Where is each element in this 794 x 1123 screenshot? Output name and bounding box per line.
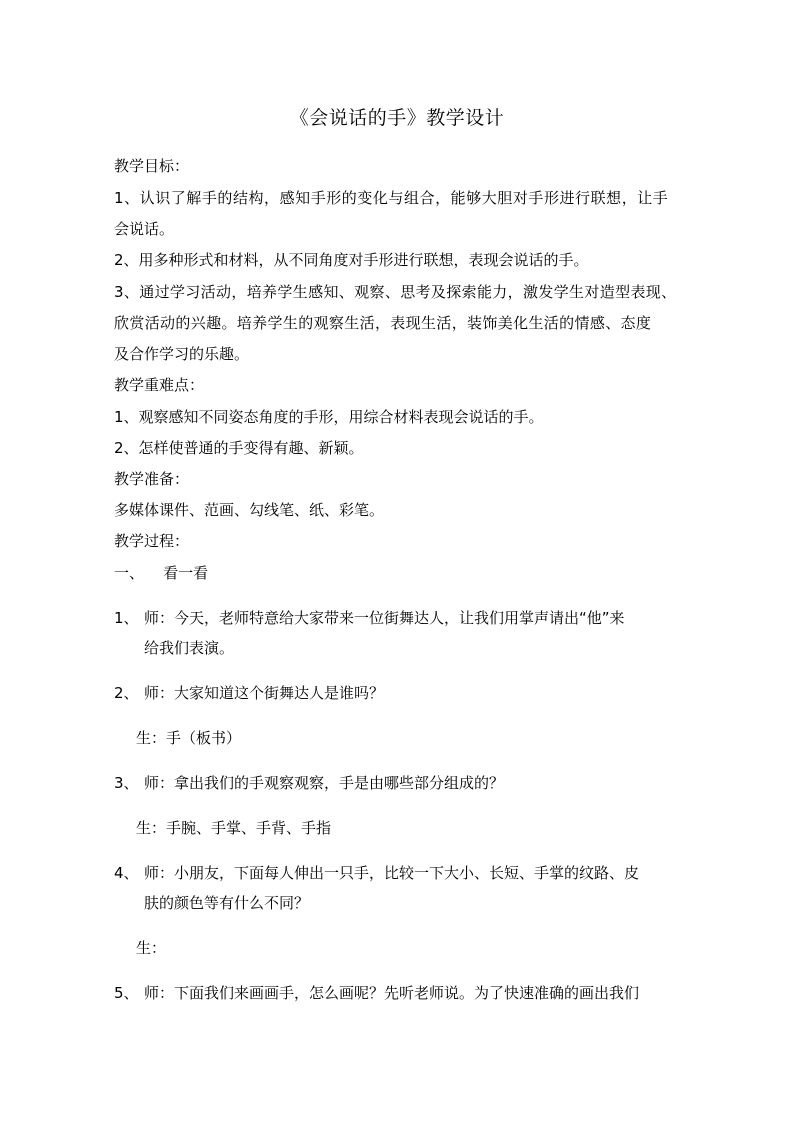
step-1-line-1: 师：今天，老师特意给大家带来一位街舞达人，让我们用掌声请出“他”来 <box>144 609 625 627</box>
step-3-answer: 生：手腕、手掌、手背、手指 <box>136 819 332 837</box>
step-5-number: 5、 <box>114 984 139 1002</box>
step-2-answer: 生：手（板书） <box>136 729 242 747</box>
step-4-line-1: 师：小朋友，下面每人伸出一只手，比较一下大小、长短、手掌的纹路、皮 <box>144 864 640 882</box>
step-2-number: 2、 <box>114 684 139 702</box>
objective-1-line-1: 1、认识了解手的结构，感知手形的变化与组合，能够大胆对手形进行联想，让手 <box>114 189 669 207</box>
objective-3-line-3: 及合作学习的乐趣。 <box>114 345 250 363</box>
step-3-number: 3、 <box>114 774 139 792</box>
step-3-line-1: 师：拿出我们的手观察观察，手是由哪些部分组成的？ <box>144 774 505 792</box>
objectives-heading: 教学目标： <box>114 157 190 175</box>
step-5-line-1: 师：下面我们来画画手，怎么画呢？先听老师说。为了快速准确的画出我们 <box>144 984 640 1002</box>
step-1-number: 1、 <box>114 609 139 627</box>
objective-1-line-2: 会说话。 <box>114 220 175 238</box>
key-point-2: 2、怎样使普通的手变得有趣、新颖。 <box>114 439 364 457</box>
key-points-heading: 教学重难点： <box>114 376 205 394</box>
step-4-number: 4、 <box>114 864 139 882</box>
process-heading: 教学过程： <box>114 532 190 550</box>
step-4-line-2: 肤的颜色等有什么不同？ <box>144 894 310 912</box>
preparation-text: 多媒体课件、范画、勾线笔、纸、彩笔。 <box>114 501 385 519</box>
preparation-heading: 教学准备： <box>114 470 190 488</box>
process-section-1: 一、 看一看 <box>114 564 209 582</box>
step-1-line-2: 给我们表演。 <box>144 639 235 657</box>
objective-2: 2、用多种形式和材料，从不同角度对手形进行联想，表现会说话的手。 <box>114 251 589 269</box>
objective-3-line-1: 3、通过学习活动，培养学生感知、观察、思考及探索能力，激发学生对造型表现、 <box>114 283 677 301</box>
step-4-answer: 生： <box>136 939 167 957</box>
document-title: 《会说话的手》教学设计 <box>289 107 505 129</box>
objective-3-line-2: 欣赏活动的兴趣。培养学生的观察生活，表现生活，装饰美化生活的情感、态度 <box>114 314 652 332</box>
key-point-1: 1、观察感知不同姿态角度的手形，用综合材料表现会说话的手。 <box>114 408 544 426</box>
step-2-line-1: 师：大家知道这个街舞达人是谁吗？ <box>144 684 385 702</box>
